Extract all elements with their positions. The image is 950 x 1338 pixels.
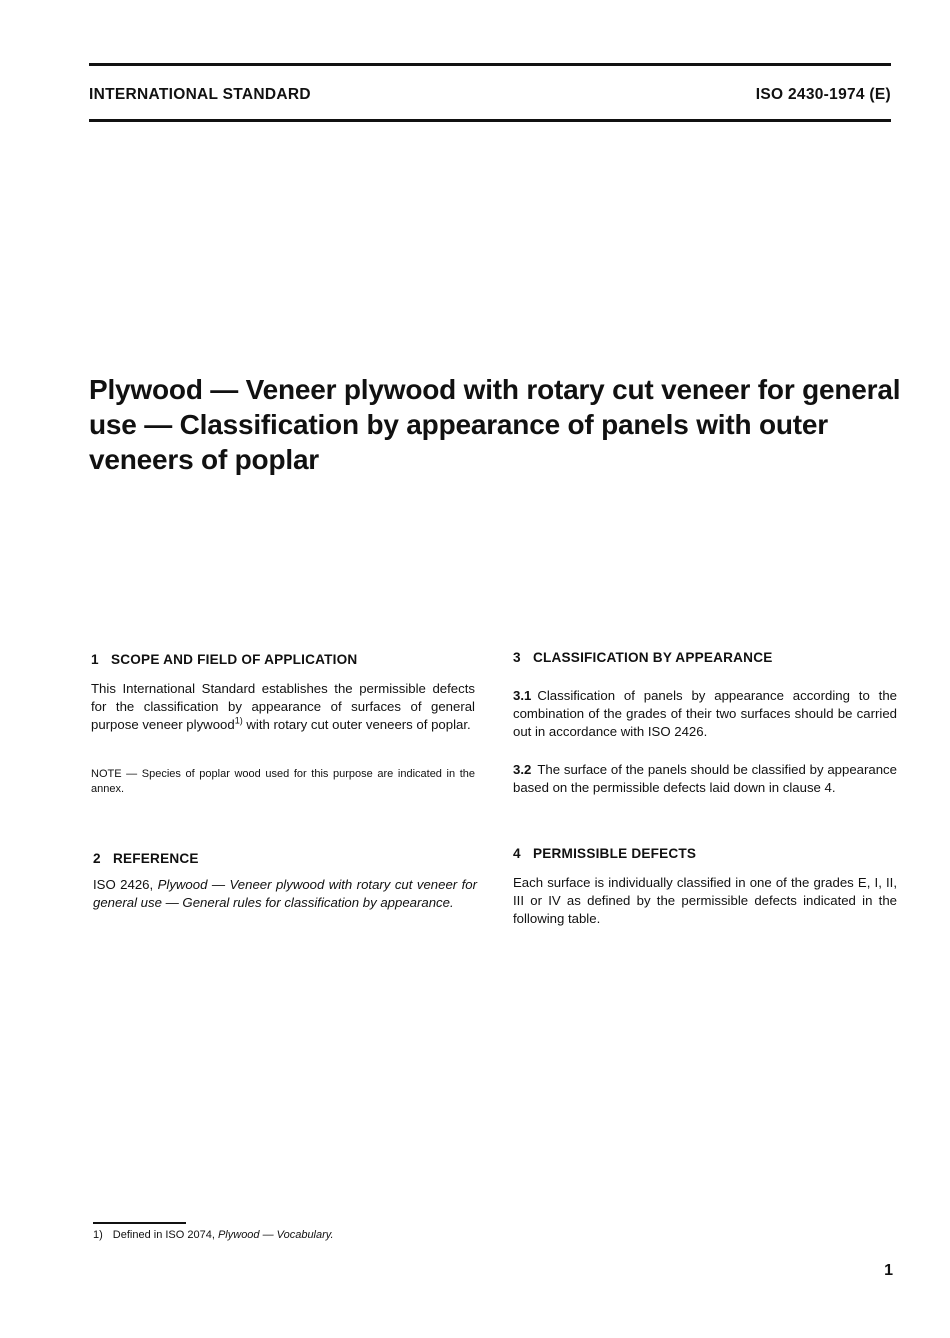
- section-1-note: [91, 767, 475, 797]
- standard-number: ISO 2430-1974 (E): [755, 86, 891, 103]
- clause-3-1-text: Classification of panels by appearance according to the combination of the grades of their two surfaces should be carried out in accordance with ISO 2426.: [513, 688, 897, 739]
- clause-3-2-text: The surface of the panels should be classified by appearance based on the permissible defects laid down in clause 4.: [513, 762, 897, 795]
- section-2-number: 2: [93, 851, 101, 866]
- note-text: NOTE — Species of poplar wood used for this purpose are indicated in the annex.: [91, 768, 475, 795]
- section-1-number: 1: [91, 652, 99, 667]
- footnote-marker: 1): [93, 1229, 103, 1241]
- clause-3-2: [513, 761, 897, 797]
- header-bottom-rule: [89, 119, 891, 122]
- section-4-text: Each surface is individually classified in one of the grades E, I, II, III or IV as defined by the permissible defects indicated in the following table.: [513, 875, 897, 926]
- clause-3-2-number: 3.2: [513, 762, 532, 777]
- footnote-text: Defined in ISO 2074,: [112, 1229, 218, 1241]
- page-number: 1: [884, 1262, 893, 1279]
- section-3-title: CLASSIFICATION BY APPEARANCE: [533, 650, 773, 665]
- section-1-title: SCOPE AND FIELD OF APPLICATION: [111, 652, 358, 667]
- section-4-heading: [513, 845, 897, 863]
- reference-title: Plywood — Veneer plywood with rotary cut veneer for general use — General rules for classification by appearance.: [93, 877, 477, 910]
- footnote-reference: 1): [234, 715, 243, 726]
- section-3-number: 3: [513, 650, 521, 665]
- reference-code: ISO 2426,: [93, 877, 158, 892]
- section-1-heading: [91, 651, 475, 669]
- section-2-heading: [93, 850, 477, 868]
- document-title: Plywood — Veneer plywood with rotary cut veneer for general use — Classification by appearance of panels with outer veneers of poplar: [89, 374, 901, 475]
- section-4-number: 4: [513, 846, 521, 861]
- footnote-rule: [93, 1222, 186, 1224]
- clause-3-1-number: 3.1: [513, 688, 532, 703]
- section-1-text: This International Standard establishes the permissible defects for the classification by appearance of surfaces of general purpose veneer plywood: [91, 681, 475, 732]
- section-3-heading: [513, 649, 897, 667]
- footnote: [93, 1228, 334, 1242]
- section-2-title: REFERENCE: [113, 851, 199, 866]
- section-2-body: [93, 876, 477, 912]
- section-4-title: PERMISSIBLE DEFECTS: [533, 846, 697, 861]
- section-1-body: [91, 680, 475, 734]
- section-4-body: [513, 874, 897, 928]
- header-top-rule: [89, 63, 891, 66]
- footnote-italic: Plywood — Vocabulary.: [217, 1229, 334, 1241]
- clause-3-1: [513, 687, 897, 741]
- section-1-text-cont: with rotary cut outer veneers of poplar.: [242, 717, 471, 732]
- document-type-label: INTERNATIONAL STANDARD: [89, 86, 311, 103]
